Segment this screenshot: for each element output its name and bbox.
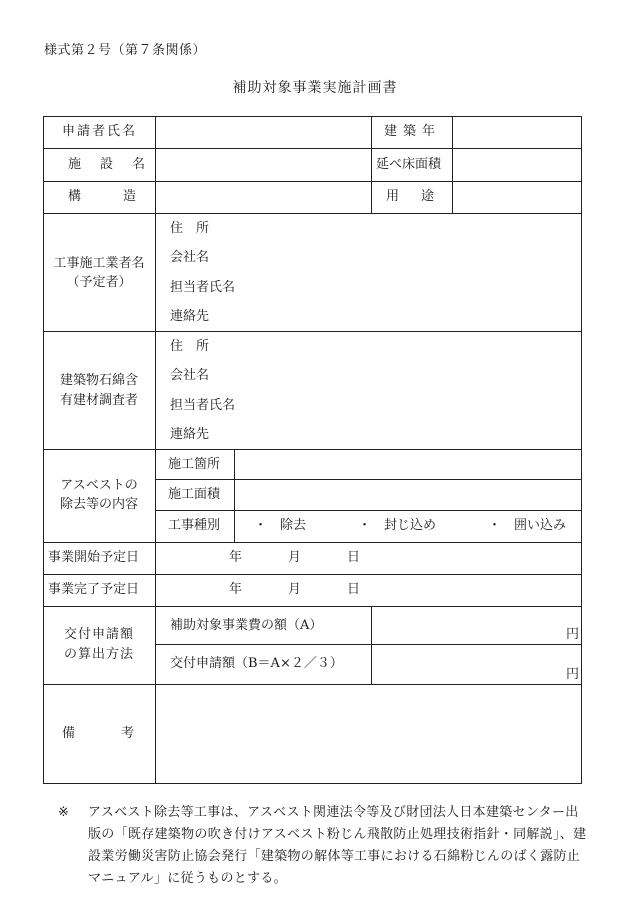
label-applicant-name: 申請者氏名: [62, 124, 138, 139]
investigator-address-label: 住 所: [170, 339, 210, 354]
footnote: [58, 802, 588, 890]
work-type-enclosure-option[interactable]: ・ 囲い込み: [488, 518, 567, 533]
label-work-location: 施工箇所: [168, 457, 221, 472]
label-construction-year: 建築年: [384, 124, 442, 139]
label-asbestos: アスベストの: [60, 478, 138, 493]
contractor-address-label: 住 所: [170, 221, 210, 236]
work-type-sealing-option[interactable]: ・ 封じ込め: [358, 518, 437, 533]
work-area-field[interactable]: [235, 480, 581, 510]
row-line: [155, 644, 582, 645]
construction-year-field[interactable]: [453, 117, 581, 148]
label-structure: 構造: [68, 189, 179, 204]
start-date-year-label: 年: [229, 550, 243, 565]
label-end-date: 事業完了予定日: [48, 582, 140, 597]
label-remarks: 備考: [62, 726, 181, 741]
calc-amount-divider: [371, 606, 372, 684]
label-work-area: 施工面積: [168, 487, 221, 502]
label-calc-method: 交付申請額: [63, 627, 134, 642]
label-contractor-sub: （予定者）: [66, 275, 132, 290]
contractor-person-label: 担当者氏名: [170, 280, 236, 295]
table-border-bottom: [43, 783, 582, 784]
start-date-month-label: 月: [288, 550, 302, 565]
label-investigator: 建築物石綿含: [59, 373, 138, 388]
end-date-month-label: 月: [288, 582, 302, 597]
contractor-contact-label: 連絡先: [170, 309, 210, 324]
label-facility-name: 施設名: [68, 157, 165, 172]
work-type-removal-option[interactable]: ・ 除去: [254, 518, 307, 533]
usage-field[interactable]: [453, 182, 581, 213]
label-work-type: 工事種別: [168, 518, 221, 533]
footnote-text: アスベスト除去等工事は、アスベスト関連法令等及び財団法人日本建築センター出版の「既存建築物の吹き付けアスベスト粉じん飛散防止処理技術指針・同解説」、建設業労働災害防止協会発行「建築物の解体等工事における石綿粉じんのばく露防止マニュアル」に従うものとする。: [88, 805, 587, 886]
row-line: [155, 510, 582, 511]
start-date-day-label: 日: [347, 550, 361, 565]
investigator-person-label: 担当者氏名: [170, 398, 236, 413]
applicant-name-field[interactable]: [156, 117, 371, 148]
label-usage: 用途: [386, 189, 457, 204]
label-contractor: 工事施工業者名: [53, 256, 145, 271]
label-subsidy-cost: 補助対象事業費の額（A）: [170, 618, 323, 633]
end-date-year-label: 年: [229, 582, 243, 597]
note-mark: ※: [58, 805, 69, 820]
subsidy-cost-yen: 円: [566, 627, 580, 642]
investigator-company-label: 会社名: [170, 368, 210, 383]
label-floor-area: 延べ床面積: [376, 157, 442, 172]
row-line: [43, 331, 582, 332]
remarks-field[interactable]: [156, 685, 581, 783]
column-divider-top-a: [371, 116, 372, 214]
application-amount-yen: 円: [566, 667, 580, 682]
label-asbestos-sub: 除去等の内容: [59, 497, 138, 512]
label-calc-method-sub: の算出方法: [63, 647, 134, 662]
row-line: [43, 574, 582, 575]
document-title: 補助対象事業実施計画書: [232, 80, 398, 96]
structure-field[interactable]: [156, 182, 371, 213]
end-date-day-label: 日: [347, 582, 361, 597]
label-start-date: 事業開始予定日: [48, 550, 140, 565]
form-number: 様式第２号（第７条関係）: [44, 43, 207, 58]
row-line: [43, 213, 582, 214]
row-line: [43, 606, 582, 607]
work-location-field[interactable]: [235, 450, 581, 479]
investigator-contact-label: 連絡先: [170, 427, 210, 442]
label-investigator-sub: 有建材調査者: [59, 393, 138, 408]
row-line: [43, 542, 582, 543]
floor-area-field[interactable]: [453, 149, 581, 181]
facility-name-field[interactable]: [156, 149, 371, 181]
contractor-company-label: 会社名: [170, 250, 210, 265]
label-application-amount: 交付申請額（B＝A×２／３）: [170, 656, 343, 671]
